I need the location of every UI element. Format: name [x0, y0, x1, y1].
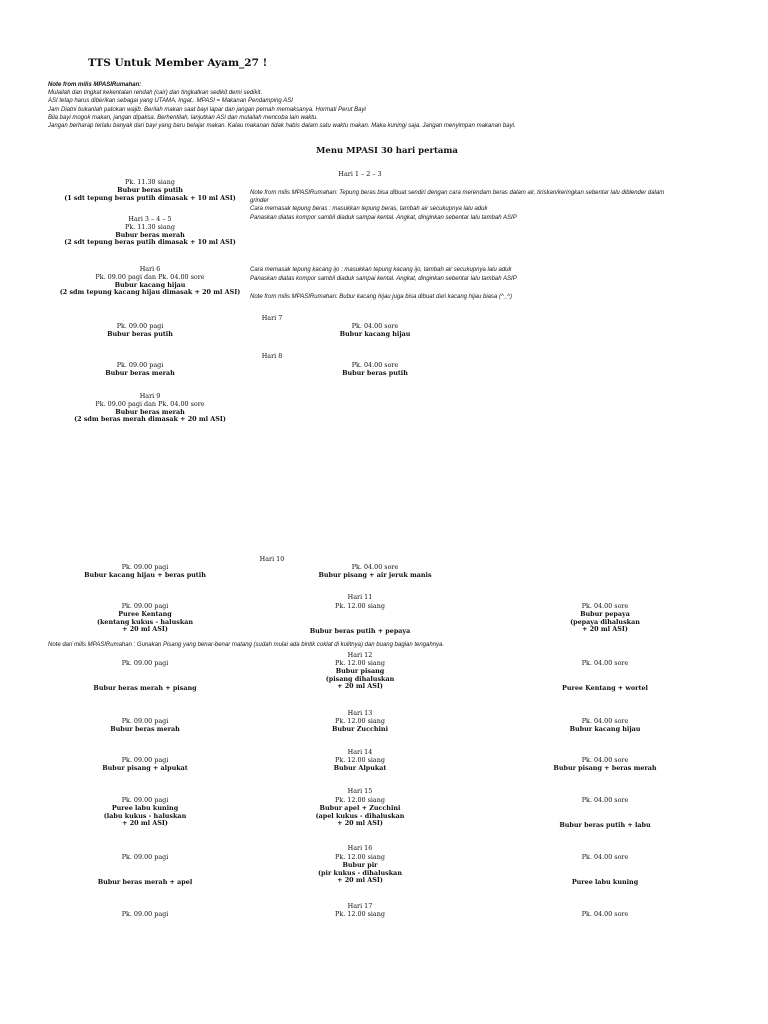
- day-header: Hari 15: [347, 787, 373, 795]
- menu-block-day15-noon: [260, 797, 460, 828]
- menu-dish: Bubur beras merah: [105, 368, 175, 377]
- menu-time: Pk. 11.30 siang: [125, 178, 175, 186]
- menu-dish: Bubur beras putih + labu: [559, 820, 651, 829]
- menu-dish: Bubur beras merah: [115, 230, 185, 239]
- menu-dish: Bubur pepaya: [580, 609, 630, 618]
- recipe-note-mungbean: [250, 266, 720, 302]
- menu-recipe: + 20 ml ASI): [122, 625, 168, 634]
- menu-dish: Bubur pisang + beras merah: [553, 763, 657, 772]
- menu-time: Pk. 12.00 siang: [335, 717, 385, 725]
- menu-time: Pk. 09.00 pagi: [121, 756, 169, 764]
- note-line: Panaskan diatas kompor sambil diaduk sampai kental. Angkat, dinginkan sebentar lalu tambah ASIP: [250, 215, 517, 221]
- menu-dish: Puree Kentang: [118, 609, 172, 618]
- menu-time: Pk. 09.00 pagi: [121, 717, 169, 725]
- menu-block-day8-afternoon: [275, 362, 475, 378]
- menu-dish: Bubur apel + Zucchini: [319, 803, 401, 812]
- menu-block-day3-5: [40, 216, 260, 247]
- menu-time: Pk. 04.00 sore: [581, 756, 629, 764]
- menu-dish: Bubur kacang hijau: [114, 280, 186, 289]
- menu-time: Pk. 09.00 pagi: [121, 602, 169, 610]
- day-header: Hari 1 – 2 – 3: [338, 170, 382, 178]
- intro-note-line: Jangan berharap terlalu banyak dari bayi yang baru belajar makan. Kalau makanan tidak habis dalam satu waktu makan. Maka kuningi saja. Jangan menyimpan makanan bayi.: [48, 123, 516, 130]
- intro-note-line: Mulailah dan tingkat kekentalan rendah (cair) dan tingkatkan sedikit demi sedikit.: [48, 90, 263, 97]
- note-line: Note dari milis MPASIRumahan : Gunakan Pisang yang benar-benar matang (sudah mulai ada bintik coklat di kulitnya) dan buang bagian tengahnya.: [48, 642, 445, 648]
- menu-dish: Bubur beras putih: [117, 185, 183, 194]
- menu-block-day7-morning: [40, 323, 240, 339]
- menu-dish: Puree labu kuning: [111, 803, 179, 812]
- day-header: Hari 17: [347, 902, 373, 910]
- menu-dish: Bubur Alpukat: [333, 763, 387, 772]
- menu-block-day15-morning: [40, 797, 250, 828]
- note-line: Cara memasak tepung kacang ijo : masukkan tepung kacang ijo, tambah air secukupnya lalu aduk: [250, 267, 512, 273]
- menu-block-day9: [40, 393, 260, 424]
- intro-note-line: ASI tetap harus diberikan sebagai yang UTAMA, Ingat.. MPASI = Makanan Pendamping ASI: [48, 98, 293, 105]
- note-line: Cara memasak tepung beras : masukkan tepung beras, tambah air secukupnya lalu aduk: [250, 206, 488, 212]
- menu-recipe: (labu kukus - haluskan: [103, 811, 187, 820]
- menu-block-day13-noon: [260, 718, 460, 734]
- day-header: Hari 8: [261, 352, 283, 360]
- menu-recipe: + 20 ml ASI): [582, 625, 628, 634]
- menu-time: Pk. 09.00 pagi dan Pk. 04.00 sore: [95, 272, 205, 281]
- intro-notes: [48, 81, 738, 130]
- menu-dish: Bubur beras putih + pepaya: [309, 626, 411, 635]
- menu-dish: Bubur pisang + alpukat: [102, 763, 188, 772]
- menu-time: Pk. 04.00 sore: [351, 563, 399, 571]
- menu-block-day7-afternoon: [275, 323, 475, 339]
- intro-note-line: Note from milis MPASIRumahan:: [48, 82, 142, 88]
- menu-time: Pk. 04.00 sore: [581, 853, 629, 861]
- menu-block-day6: [40, 266, 260, 297]
- menu-dish: Puree labu kuning: [571, 877, 639, 886]
- menu-dish: Bubur pisang: [335, 666, 385, 675]
- menu-block-day17-morning: [40, 911, 250, 919]
- day-header: Hari 7: [261, 314, 283, 322]
- note-pisang: [48, 641, 728, 650]
- menu-time: Pk. 12.00 siang: [335, 659, 385, 667]
- day-header: Hari 13: [347, 709, 373, 717]
- menu-time: Pk. 09.00 pagi: [121, 853, 169, 861]
- menu-time: Pk. 09.00 pagi: [116, 361, 164, 369]
- menu-block-day11-morning: [40, 603, 250, 634]
- menu-block-day1-3: [40, 179, 260, 202]
- menu-time: Pk. 09.00 pagi: [121, 659, 169, 667]
- menu-block-day15-afternoon: [505, 797, 705, 830]
- menu-dish: Bubur pisang + air jeruk manis: [318, 570, 432, 579]
- menu-time: Pk. 04.00 sore: [581, 659, 629, 667]
- menu-time: Pk. 09.00 pagi: [116, 322, 164, 330]
- menu-recipe: (2 sdt tepung beras putih dimasak + 10 ml ASI): [64, 238, 236, 247]
- menu-block-day11-afternoon: [505, 603, 705, 634]
- menu-dish: Bubur kacang hijau: [339, 329, 411, 338]
- menu-heading: Menu MPASI 30 hari pertama: [316, 146, 458, 156]
- menu-block-day13-afternoon: [505, 718, 705, 734]
- intro-note-line: Jam Diatni bukanlah patokan wajib. Berilah makan saat bayi lapar dan jangan pernah memaksanya. Hormati Perut Bayi: [48, 106, 366, 113]
- menu-dish: Bubur beras putih: [342, 368, 408, 377]
- day-header: Hari 9: [139, 392, 161, 400]
- menu-block-day14-noon: [260, 757, 460, 773]
- note-line: grinder: [250, 198, 269, 204]
- day-header: Hari 16: [347, 844, 373, 852]
- menu-dish: Puree Kentang + wortel: [562, 683, 648, 692]
- menu-block-day12-afternoon: [505, 660, 705, 693]
- menu-time: Pk. 12.00 siang: [335, 756, 385, 764]
- menu-dish: Bubur beras merah: [115, 407, 185, 416]
- day-header: Hari 3 – 4 – 5: [128, 215, 172, 223]
- menu-recipe: (2 sdm beras merah dimasak + 20 ml ASI): [74, 415, 226, 424]
- menu-block-day17-afternoon: [505, 911, 705, 919]
- menu-recipe: + 20 ml ASI): [337, 682, 383, 691]
- menu-block-day10-afternoon: [265, 564, 485, 580]
- menu-block-day8-morning: [40, 362, 240, 378]
- recipe-note-rice: [250, 190, 720, 223]
- note-line: Note from milis MPASIRumahan: Tepung beras bisa dibuat sendiri dengan cara merendam beras dalam air, tiriskan/keringkan sebentar lalu diblender dalam: [250, 190, 665, 196]
- menu-dish: Bubur kacang hijau + beras putih: [84, 570, 206, 579]
- menu-recipe: (2 sdm tepung kacang hijau dimasak + 20 ml ASI): [59, 288, 241, 297]
- menu-time: Pk. 09.00 pagi: [121, 910, 169, 918]
- menu-time: Pk. 12.00 siang: [335, 853, 385, 861]
- menu-recipe: (apel kukus - dihaluskan: [315, 811, 405, 820]
- menu-recipe: (1 sdt tepung beras putih dimasak + 10 ml ASI): [64, 193, 236, 202]
- menu-time: Pk. 09.00 pagi: [121, 563, 169, 571]
- day-header: Hari 14: [347, 748, 373, 756]
- note-line: Panaskan diatas kompor sambil diaduk sampai kental. Angkat, dinginkan sebentar lalu tambah ASIP: [250, 276, 517, 282]
- menu-recipe: + 20 ml ASI): [337, 876, 383, 885]
- intro-note-line: Bila bayi mogok makan, jangan dipaksa. Berhentilah, lanjutkan ASI dan mulailah mencoba lain waktu.: [48, 114, 318, 121]
- day-header: Hari 10: [259, 555, 285, 563]
- menu-time: Pk. 12.00 siang: [335, 910, 385, 918]
- day-header: Hari 6: [139, 265, 161, 273]
- menu-dish: Bubur Zucchini: [332, 724, 388, 733]
- menu-recipe: (pisang dihaluskan: [325, 674, 395, 683]
- menu-recipe: (pepaya dihaluskan: [570, 617, 640, 626]
- menu-recipe: (pir kukus - dihaluskan: [318, 868, 402, 877]
- menu-time: Pk. 04.00 sore: [581, 717, 629, 725]
- menu-dish: Bubur pir: [342, 860, 378, 869]
- menu-time: Pk. 09.00 pagi dan Pk. 04.00 sore: [95, 399, 205, 408]
- menu-dish: Bubur beras merah + apel: [97, 877, 193, 886]
- menu-time: Pk. 04.00 sore: [351, 361, 399, 369]
- menu-time: Pk. 04.00 sore: [581, 602, 629, 610]
- menu-block-day16-noon: [260, 854, 460, 885]
- note-line: Note from milis MPASIRumahan: Bubur kacang hijau juga bisa dibuat dari kacang hijau biasa (^_^): [250, 294, 512, 300]
- menu-recipe: + 20 ml ASI): [337, 819, 383, 828]
- menu-dish: Bubur beras putih: [107, 329, 173, 338]
- menu-dish: Bubur beras merah: [110, 724, 180, 733]
- menu-block-day16-afternoon: [505, 854, 705, 887]
- menu-time: Pk. 12.00 siang: [335, 796, 385, 804]
- menu-time: Pk. 09.00 pagi: [121, 796, 169, 804]
- menu-time: Pk. 04.00 sore: [581, 910, 629, 918]
- menu-block-day14-afternoon: [505, 757, 705, 773]
- menu-block-day14-morning: [40, 757, 250, 773]
- menu-time: Pk. 04.00 sore: [351, 322, 399, 330]
- menu-time: Pk. 04.00 sore: [581, 796, 629, 804]
- menu-block-day12-morning: [40, 660, 250, 693]
- menu-block-day16-morning: [40, 854, 250, 887]
- menu-time: Pk. 12.00 siang: [335, 602, 385, 610]
- day-header: Hari 11: [347, 593, 373, 601]
- menu-block-day13-morning: [40, 718, 250, 734]
- menu-recipe: (kentang kukus - haluskan: [96, 617, 194, 626]
- menu-block-day17-noon: [260, 911, 460, 919]
- menu-dish: Bubur kacang hijau: [569, 724, 641, 733]
- day-header: Hari 12: [347, 651, 373, 659]
- menu-time: Pk. 11.30 siang: [125, 222, 175, 231]
- menu-block-day10-morning: [40, 564, 250, 580]
- menu-dish: Bubur beras merah + pisang: [93, 683, 197, 692]
- document-title: TTS Untuk Member Ayam_27 !: [88, 57, 268, 69]
- menu-recipe: + 20 ml ASI): [122, 819, 168, 828]
- menu-block-day11-noon: [260, 603, 460, 636]
- menu-block-day12-noon: [260, 660, 460, 691]
